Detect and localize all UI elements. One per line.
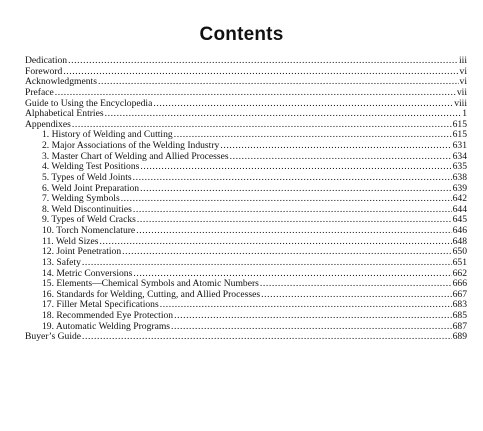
toc-subentry [25, 258, 467, 269]
toc-page-number: 615 [452, 118, 467, 130]
toc-entry-label: 18. Recommended Eye Protection [42, 310, 174, 321]
toc-page-number: 689 [452, 331, 467, 343]
dot-leader [174, 311, 452, 322]
toc-entry-label: 15. Elements—Chemical Symbols and Atomic Numbers [42, 278, 259, 290]
dot-leader [261, 290, 452, 301]
dot-leader [153, 99, 453, 110]
dot-leader [82, 258, 452, 269]
toc-entry [25, 88, 467, 99]
toc-page-number: 634 [452, 150, 467, 162]
toc-page-number: 631 [452, 140, 467, 151]
toc-entry [25, 109, 467, 120]
toc-page-number: 615 [452, 129, 467, 141]
toc-page-number: vii [456, 86, 467, 98]
dot-leader [140, 162, 451, 173]
dot-leader [137, 215, 452, 226]
dot-leader [122, 247, 451, 258]
toc-entry [25, 332, 467, 343]
toc-entry-label: Dedication [25, 55, 68, 66]
toc-page-number: 638 [452, 171, 467, 183]
toc-entry-label: 11. Weld Sizes [42, 235, 99, 247]
toc-page-number: 639 [452, 182, 467, 194]
toc-entry-label: Preface [25, 86, 54, 98]
dot-leader [55, 88, 456, 99]
dot-leader [140, 184, 452, 195]
toc-page-number: 667 [452, 288, 467, 300]
dot-leader [133, 173, 452, 184]
toc-page-number: vi [459, 76, 467, 88]
toc-entry-label: Foreword [25, 65, 63, 77]
page-title: Contents [199, 24, 284, 45]
toc-entry-label: 7. Welding Symbols [42, 193, 120, 205]
toc-entry-label: 13. Safety [42, 256, 81, 268]
toc-page-number: 644 [452, 203, 467, 215]
toc-page-number: 666 [452, 278, 467, 290]
toc-page-number: 645 [452, 214, 467, 226]
toc-entry-label: 6. Weld Joint Preparation [42, 182, 140, 194]
dot-leader [100, 237, 452, 248]
dot-leader [121, 194, 452, 205]
dot-leader [171, 322, 452, 333]
toc-entry-label: Appendixes [25, 118, 71, 130]
toc-page-number: 646 [452, 225, 467, 236]
toc-entry-label: 8. Weld Discontinuities [42, 203, 132, 215]
toc-entry-label: 2. Major Associations of the Welding Industry [42, 140, 220, 151]
toc-entry [25, 77, 467, 88]
toc-subentry [25, 173, 467, 184]
toc-entry-label: 10. Torch Nomenclature [42, 225, 136, 236]
dot-leader [220, 141, 451, 152]
toc-subentry [25, 247, 467, 258]
toc-page-number: viii [454, 97, 467, 109]
toc-entry-label: 3. Master Chart of Welding and Allied Processes [42, 150, 229, 162]
toc-page-number: 642 [452, 193, 467, 205]
toc-subentry [25, 322, 467, 333]
toc-entry-label: 17. Filler Metal Specifications [42, 299, 159, 311]
toc-entry-label: 4. Welding Test Positions [42, 161, 140, 173]
toc-entry-label: Acknowledgments [25, 76, 97, 88]
toc-entry-label: 12. Joint Penetration [42, 246, 122, 258]
toc-entry [25, 56, 467, 67]
toc-page-number: 685 [452, 310, 467, 321]
toc-entry-label: 5. Types of Weld Joints [42, 171, 132, 183]
dot-leader [160, 300, 452, 311]
dot-leader [63, 67, 458, 78]
dot-leader [230, 152, 452, 163]
toc-entry-label: 14. Metric Conversions [42, 267, 133, 279]
toc-entry-label: 16. Standards for Welding, Cutting, and Allied Processes [42, 288, 261, 300]
toc-page-number: 648 [452, 235, 467, 247]
dot-leader [68, 56, 458, 67]
toc-page-number: iii [459, 55, 467, 66]
toc-page-number: 662 [452, 267, 467, 279]
toc-entry-label: Buyer’s Guide [25, 331, 82, 343]
toc-entry-label: 1. History of Welding and Cutting [42, 129, 173, 141]
toc-entry-label: 19. Automatic Welding Programs [42, 320, 171, 332]
toc-page-number: 683 [452, 299, 467, 311]
table-of-contents [25, 56, 467, 343]
toc-entry-label: 9. Types of Weld Cracks [42, 214, 136, 226]
toc-page-number: vi [459, 65, 467, 77]
toc-page-number: 635 [452, 161, 467, 173]
toc-page-number: 651 [452, 256, 467, 268]
dot-leader [98, 77, 459, 88]
dot-leader [133, 205, 452, 216]
dot-leader [105, 109, 462, 120]
dot-leader [260, 279, 452, 290]
toc-entry-label: Guide to Using the Encyclopedia [25, 97, 153, 109]
toc-page-number: 687 [452, 320, 467, 332]
dot-leader [82, 332, 452, 343]
toc-entry-label: Alphabetical Entries [25, 108, 104, 120]
dot-leader [136, 226, 451, 237]
toc-page-number: 1 [462, 108, 467, 120]
toc-page-number: 650 [452, 246, 467, 258]
